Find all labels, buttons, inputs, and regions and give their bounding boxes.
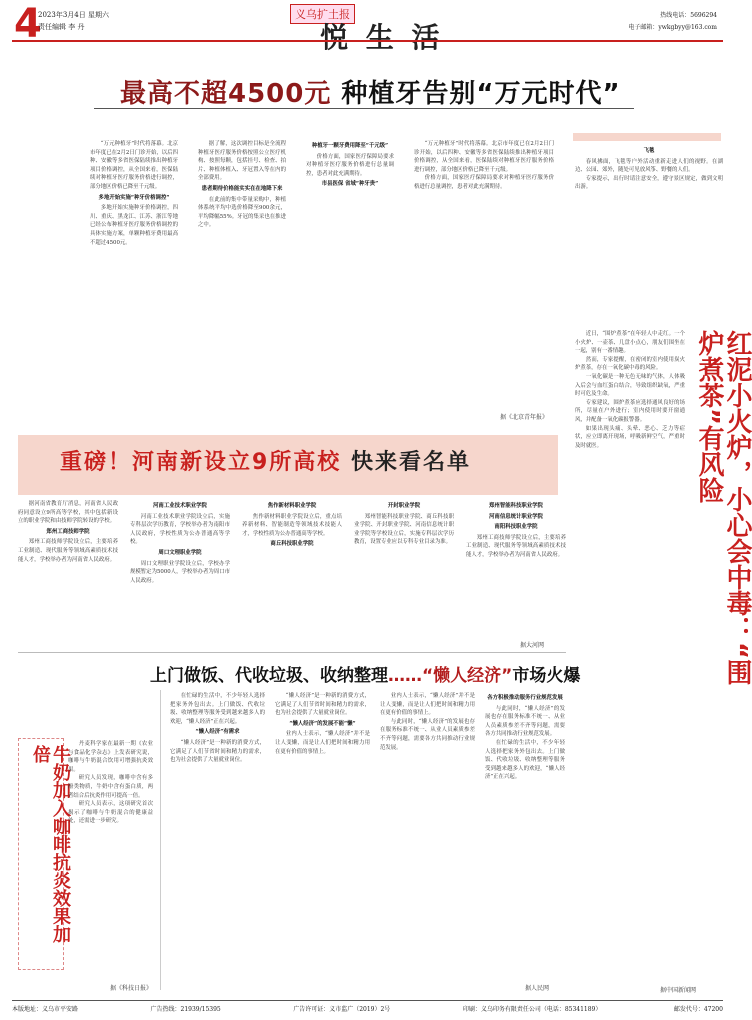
- article3-col-2: [275, 692, 370, 987]
- article2-paragraph: 郑州工商技师学院设立后，主要培养工业制造、现代服务等领域高素质技术技能人才，学校举办者为河南省人民政府。: [466, 534, 566, 558]
- editor-credit: 责任编辑 李 丹: [38, 23, 85, 31]
- article3-paragraph: 在忙碌的生活中，不少年轻人选择把家务外包出去。上门做饭、代收垃圾、收纳整理等服务受到越来越多人的欢迎，“懒人经济”正在兴起。: [170, 693, 265, 725]
- page-number: 4: [14, 1, 42, 47]
- article2-subhead: 开封职业学院: [387, 503, 421, 509]
- sidebar-piece: [575, 145, 723, 315]
- newspaper-logo: 义乌扩土报: [290, 4, 355, 24]
- article2-col-1: [18, 500, 118, 648]
- article3-headline-part1: 上门做饭、代收垃圾、收纳整理: [150, 666, 388, 686]
- article3-paragraph: 业内人士表示，“懒人经济”并不是让人变懒，而是让人们把时间和精力用在更有价值的事情上。: [380, 693, 475, 717]
- headline-rule: [94, 108, 634, 109]
- article4-col-1: [68, 740, 153, 985]
- footer-ad-license: 广告许可证：义市监广（2019）2号: [293, 1006, 391, 1013]
- sidebar-paragraph: 春风拂面，飞毯等户外活动重新走进人们的视野。在湖边、公园、郊外，随处可见放风筝、野餐的人们。: [575, 158, 723, 174]
- article4-vertical-title: 牛奶加入咖啡抗炎效果加倍: [30, 745, 71, 943]
- article5-col-1: [575, 330, 685, 990]
- article3-subhead: “懒人经济”的发展不能“懒”: [289, 720, 356, 727]
- section-divider: [18, 652, 566, 653]
- article1-headline-red: 最高不超4500元: [120, 79, 332, 109]
- contact-phone: 热线电话：5696294: [660, 12, 717, 19]
- article2-col-5: [466, 500, 566, 640]
- article1-col-1: [90, 140, 178, 425]
- article2-paragraph: 据河南省教育厅消息，河南省人民政府同意设立9所高等学校，其中包括新设立的职业学院和由技师学院转设的学校。: [18, 501, 118, 525]
- article4-paragraph: 研究人员表示，这项研究首次揭示了咖啡与牛奶混合的健康益处，还需进一步研究。: [68, 801, 153, 825]
- article5-paragraph: 如果出现头痛、头晕、恶心、乏力等症状，应立即离开现场，呼吸新鲜空气，严重时及时就医。: [575, 425, 685, 449]
- article4-byline: 据《科技日报》: [110, 985, 153, 992]
- article1-paragraph: 多地开始实施种牙价格调控，四川、重庆、黑龙江、江苏、浙江等地已经公布种植牙医疗服务价格调控的具体实施方案，单颗种植牙费用最高不超过4500元。: [90, 205, 178, 246]
- article2-subhead: 郑州工商技师学院: [46, 528, 90, 535]
- issue-date: 2023年3月4日 星期六: [38, 11, 109, 19]
- article3-col-3: [380, 692, 475, 987]
- footer-address: 本版地址：义乌市平安路: [12, 1006, 79, 1013]
- article2-subhead: 南阳科技职业学院: [494, 524, 538, 531]
- article2-byline: 据大河网: [520, 642, 545, 649]
- footer: [12, 1000, 723, 1013]
- article5-paragraph: 一氧化碳是一种无色无味的气体，人体吸入后会与血红蛋白结合，导致组织缺氧，严重时可危及生命。: [575, 373, 685, 398]
- article2-paragraph: 焦作新材料职业学院设立后，重点培养新材料、智能制造等领域技术技能人才，学校性质为公办普通高等学校。: [242, 513, 342, 537]
- footer-delivery-code: 邮发代号：47200: [673, 1006, 723, 1013]
- article5-paragraph: 专家建议，围炉煮茶应选择通风良好的场所，尽量在户外进行；室内使用时要开窗通风，并配备一氧化碳报警器。: [575, 399, 685, 423]
- article3-headline-red: ……“懒人经济”: [388, 666, 513, 686]
- article2-subhead: 郑州智能科技职业学院: [489, 503, 543, 509]
- article5-byline: 据中国新闻网: [660, 987, 697, 994]
- article3-subhead: “懒人经济”有需求: [195, 729, 240, 736]
- article2-col-4: [354, 500, 454, 648]
- footer-printer: 印刷：义乌印务有限责任公司（电话：85341189）: [462, 1006, 602, 1013]
- contact-email: 电子邮箱：ywkgbyy@163.com: [628, 24, 717, 31]
- article2-subhead: 河南信息统计职业学院: [489, 513, 543, 520]
- article1-subhead: 市县医保 省域“种牙贵”: [321, 181, 379, 188]
- article1-col-4: [414, 140, 554, 410]
- article1-paragraph: 价格方面，国家医疗保障局要求对种植牙医疗服务价格进行总量调控，患者对此充满期待。: [414, 175, 554, 190]
- article1-subhead: 种植牙一颗牙费用降至“千元级”: [311, 143, 389, 149]
- article2-paragraph: 河南工业技术职业学院设立后，实施专科层次学历教育，学校举办者为南阳市人民政府，学校性质为公办普通高等学校。: [130, 513, 230, 546]
- article1-subhead: 患者期待价格能实实在在地降下来: [201, 185, 283, 192]
- article1-col-2: [198, 140, 286, 425]
- sidebar-header-bar: [573, 133, 721, 141]
- article2-headline-black: 快来看名单: [341, 450, 471, 475]
- article3-paragraph: 与此同时，“懒人经济”的发展也存在服务标准不统一、从业人员素质参差不齐等问题，需要各方共同推动行业规范发展。: [380, 718, 475, 751]
- article1-col-3: [306, 140, 394, 425]
- article3-headline: [150, 661, 580, 686]
- article2-col-3: [242, 500, 342, 648]
- article2-subhead: 河南工业技术职业学院: [153, 503, 207, 509]
- article2-paragraph: 周口文理职业学院设立后，学校办学规模暂定为5000人，学校举办者为周口市人民政府。: [130, 560, 230, 584]
- sidebar-paragraph: 专家提示，出行时请注意安全，遵守景区规定，做到文明出游。: [575, 175, 723, 191]
- article1-paragraph: “万元种植牙”时代将落幕。北京市年度已在2月2日门诊开始，以后四种、安徽等多省医保陆续推出种植牙项目价格调控，从全国来看，医保陆续对种植牙医疗服务价格进行调控，部分地区价格已降至千元级。: [90, 141, 178, 190]
- masthead: [0, 0, 735, 62]
- article4-paragraph: 研究人员发现，咖啡中含有多酚类物质，牛奶中含有蛋白质，两者结合后抗炎作用可提高一倍。: [68, 775, 153, 799]
- article3-paragraph: 与此同时，“懒人经济”的发展也存在服务标准不统一、从业人员素质参差不齐等问题，需要各方共同推动行业规范发展。: [485, 705, 565, 738]
- article2-col-2: [130, 500, 230, 648]
- article2-paragraph: 郑州工商技师学院设立后，主要培养工业制造、现代服务等领域高素质技术技能人才，学校举办者为河南省人民政府。: [18, 539, 118, 563]
- article1-paragraph: “万元种植牙”时代将落幕。北京市年度已在2月2日门诊开始，以后四种、安徽等多省医保陆续推出种植牙项目价格调控，从全国来看，医保陆续对种植牙医疗服务价格进行调控，部分地区价格已降至千元级。: [414, 141, 554, 173]
- article1-headline: [120, 73, 621, 110]
- article1-headline-black: 种植牙告别“万元时代”: [331, 79, 621, 109]
- article2-paragraph: 郑州智能科技职业学院、商丘科技职业学院、开封职业学院、河南信息统计职业学院等学校设立后，实施专科层次学历教育，设置专业应以专科专业目录为准。: [354, 513, 454, 546]
- article3-byline: 据人民网: [525, 985, 550, 992]
- article5-vertical-title: 红泥小火炉，小心会中毒：“围炉煮茶”有风险: [694, 330, 752, 686]
- article3-paragraph: “懒人经济”是一种新的消费方式，它满足了人们节省时间和精力的需求，也为社会提供了大量就业岗位。: [170, 739, 265, 764]
- article1-paragraph: 据了解，这次调控目标是全流程种植牙医疗服务价格按照公立医疗机构、按照每颗，包括挂号、检查、拍片、种植体植入、牙冠置入等在内的全部费用。: [198, 141, 286, 182]
- article2-headline-red: 重磅！河南新设立9所高校: [60, 450, 342, 475]
- article3-paragraph: 在忙碌的生活中，不少年轻人选择把家务外包出去。上门做饭、代收垃圾、收纳整理等服务受到越来越多人的欢迎，“懒人经济”正在兴起。: [485, 739, 565, 781]
- article1-paragraph: 在此前的集中带量采购中，种植体系统平均中选价格降至900余元，平均降幅55%。牙冠的集采也在推进之中。: [198, 196, 286, 229]
- article5-paragraph: 然而，专家提醒，在密闭的室内使用炭火炉煮茶，存在一氧化碳中毒的风险。: [575, 356, 685, 372]
- section-title: 悦 生 活: [320, 21, 444, 54]
- article3-paragraph: 业内人士表示，“懒人经济”并不是让人变懒，而是让人们把时间和精力用在更有价值的事情上。: [275, 731, 370, 755]
- article3-subhead: 各方积极推动服务行业规范发展: [487, 695, 563, 701]
- article1-subhead: 多地开始实施“种牙价格调控”: [98, 194, 170, 201]
- column-divider: [160, 690, 161, 990]
- article5-paragraph: 近日，“围炉煮茶”在年轻人中走红。一个小火炉、一壶茶、几盘小点心，朋友们围坐在一起，别有一番情趣。: [575, 331, 685, 355]
- article3-col-4: [485, 692, 565, 977]
- masthead-rule: [12, 40, 723, 42]
- footer-ad-phone: 广告热线：21939/15395: [150, 1006, 221, 1013]
- article1-byline: 据《北京青年报》: [500, 414, 549, 421]
- article2-subhead: 焦作新材料职业学院: [267, 503, 317, 509]
- article3-paragraph: “懒人经济”是一种新的消费方式，它满足了人们节省时间和精力的需求，也为社会提供了大量就业岗位。: [275, 693, 370, 717]
- sidebar-title: 飞毯: [643, 148, 655, 154]
- article1-paragraph: 价格方面，国家医疗保障局要求对种植牙医疗服务价格进行总量调控，患者对此充满期待。: [306, 153, 394, 177]
- article2-subhead: 周口文理职业学院: [158, 549, 202, 556]
- article4-paragraph: 丹麦科学家在最新一期《农业与食品化学杂志》上发表研究说，咖啡与牛奶混合饮用可增强抗炎效果。: [68, 741, 153, 773]
- article3-headline-part2: 市场火爆: [512, 666, 581, 686]
- article3-col-1: [170, 692, 265, 987]
- article2-headline: [60, 445, 471, 476]
- article2-subhead: 商丘科技职业学院: [270, 541, 314, 548]
